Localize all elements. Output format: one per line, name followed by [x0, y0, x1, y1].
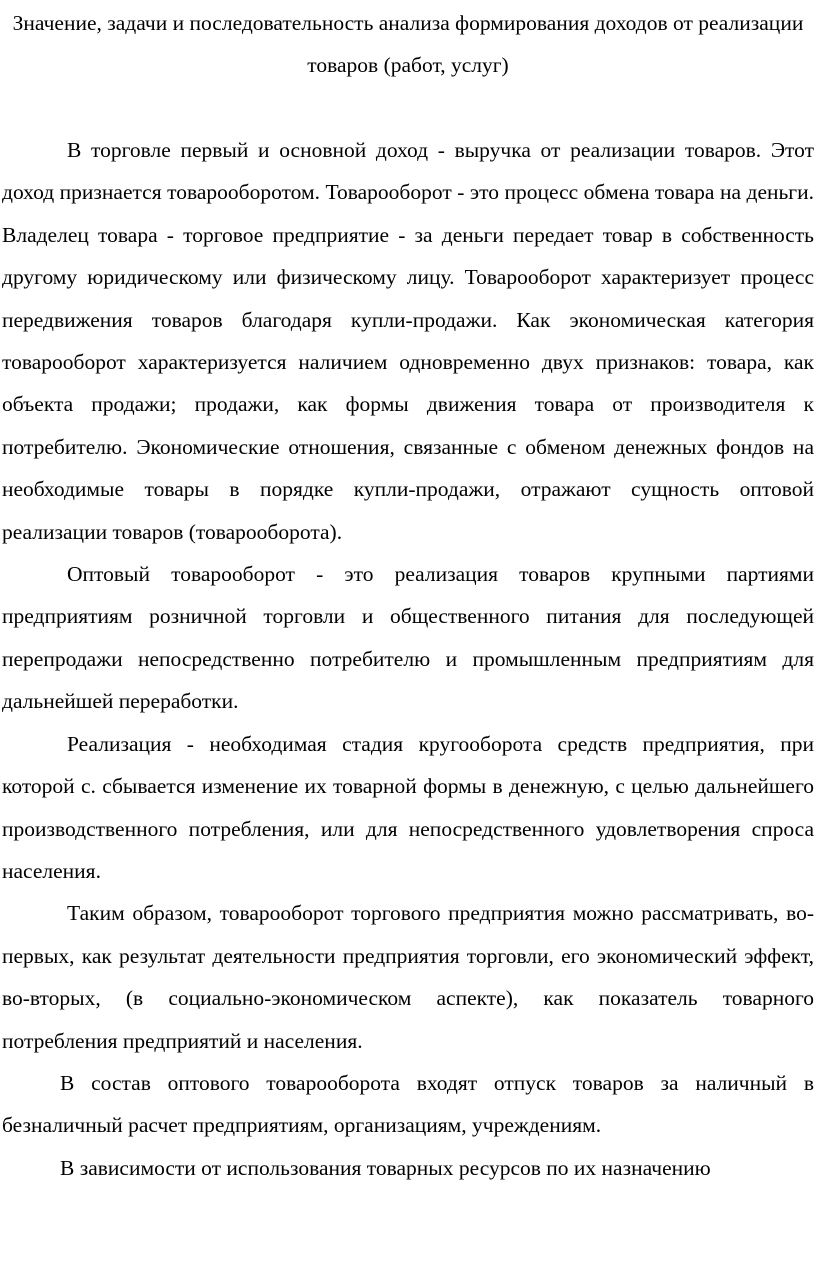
paragraph-revenue-definition: В торговле первый и основной доход - выручка от реализации товаров. Этот доход признается товарооборотом. Товарооборот - это процесс обмена товара на деньги. Владелец товара - торговое предприятие - за деньги передает товар в собственность другому юридическому или физическому лицу. Товарооборот характеризует процесс передвижения товаров благодаря купли-продажи. Как экономическая категория товарооборот характеризуется наличием одновременно двух признаков: товара, как объекта продажи; продажи, как формы движения товара от производителя к потребителю. Экономические отношения, связанные с обменом денежных фондов на необходимые товары в порядке купли-продажи, отражают сущность оптовой реализации товаров (товарооборота).: [2, 138, 814, 544]
document-title: Значение, задачи и последовательность анализа формирования доходов от реализации товаров (работ, услуг): [12, 11, 804, 77]
document-body: [2, 129, 814, 1189]
paragraph-wholesale-composition: В состав оптового товарооборота входят отпуск товаров за наличный в безналичный расчет предприятиям, организациям, учреждениям.: [2, 1070, 814, 1138]
paragraph-resource-usage: В зависимости от использования товарных ресурсов по их назначению: [60, 1155, 711, 1180]
paragraph-wholesale-turnover: Оптовый товарооборот - это реализация товаров крупными партиями предприятиям розничной торговли и общественного питания для последующей перепродажи непосредственно потребителю и промышленным предприятиям для дальнейшей переработки.: [2, 562, 814, 714]
paragraph-realization: Реализация - необходимая стадия кругооборота средств предприятия, при которой с. сбывается изменение их товарной формы в денежную, с целью дальнейшего производственного потребления, или для непосредственного удовлетворения спроса населения.: [2, 731, 814, 883]
paragraph-turnover-considered: Таким образом, товарооборот торгового предприятия можно рассматривать, во-первых, как результат деятельности предприятия торговли, его экономический эффект, во-вторых, (в социально-экономическом аспекте), как показатель товарного потребления предприятий и населения.: [2, 901, 814, 1053]
